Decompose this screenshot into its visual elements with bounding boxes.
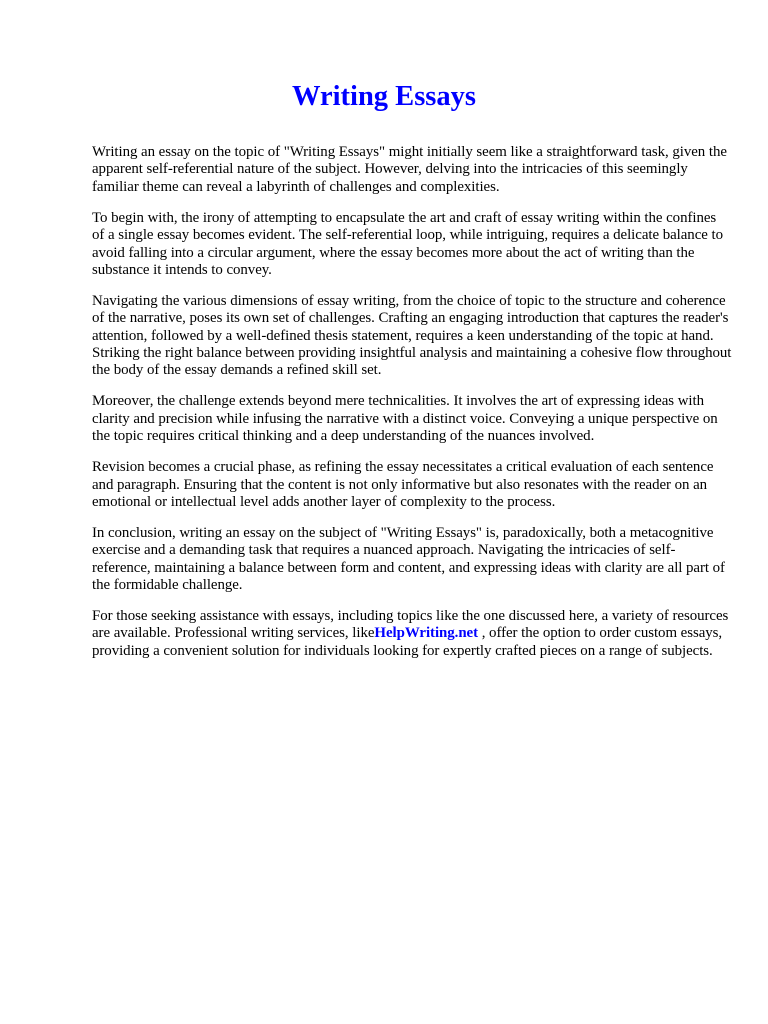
paragraph-7-lead: For those seeking assistance with essays, including topics like the one discussed here, a variety of resources are available. Professional writing services, like	[92, 607, 729, 642]
essay-body	[92, 144, 732, 674]
paragraph-5: Revision becomes a crucial phase, as refining the essay necessitates a critical evaluation of each sentence and paragraph. Ensuring that the content is not only informative but also resonates with the reader on an emotional or intellectual level adds another layer of complexity to the process.	[92, 459, 714, 510]
paragraph-2: To begin with, the irony of attempting to encapsulate the art and craft of essay writing within the confines of a single essay becomes evident. The self-referential loop, while intriguing, requires a delicate balance to avoid falling into a circular argument, where the essay becomes more about the act of writing than the substance it intends to convey.	[92, 209, 723, 278]
paragraph-6: In conclusion, writing an essay on the subject of "Writing Essays" is, paradoxically, both a metacognitive exercise and a demanding task that requires a nuanced approach. Navigating the intricacies of self-reference, maintaining a balance between form and content, and expressing ideas with clarity are all part of the formidable challenge.	[92, 524, 725, 594]
paragraph-3: Navigating the various dimensions of essay writing, from the choice of topic to the structure and coherence of the narrative, poses its own set of challenges. Crafting an engaging introduction that captures the reader's attention, followed by a well-defined thesis statement, requires a keen understanding of the topic at hand. Striking the right balance between providing insightful analysis and maintaining a cohesive flow throughout the body of the essay demands a refined skill set.	[92, 292, 732, 379]
paragraph-7-tail: , offer the option to order custom essays, providing a convenient solution for individuals looking for expertly crafted pieces on a range of subjects.	[92, 625, 723, 659]
paragraph-7	[92, 608, 732, 660]
page-title: Writing Essays	[292, 81, 476, 112]
paragraph-4: Moreover, the challenge extends beyond mere technicalities. It involves the art of expressing ideas with clarity and precision while infusing the narrative with a distinct voice. Conveying a unique perspective on the topic requires critical thinking and a deep understanding of the nuances involved.	[92, 393, 718, 445]
helpwriting-link[interactable]: HelpWriting.net	[374, 625, 479, 642]
paragraph-1: Writing an essay on the topic of "Writing Essays" might initially seem like a straightforward task, given the apparent self-referential nature of the subject. However, delving into the intricacies of this seemingly familiar theme can reveal a labyrinth of challenges and complexities.	[92, 144, 727, 195]
